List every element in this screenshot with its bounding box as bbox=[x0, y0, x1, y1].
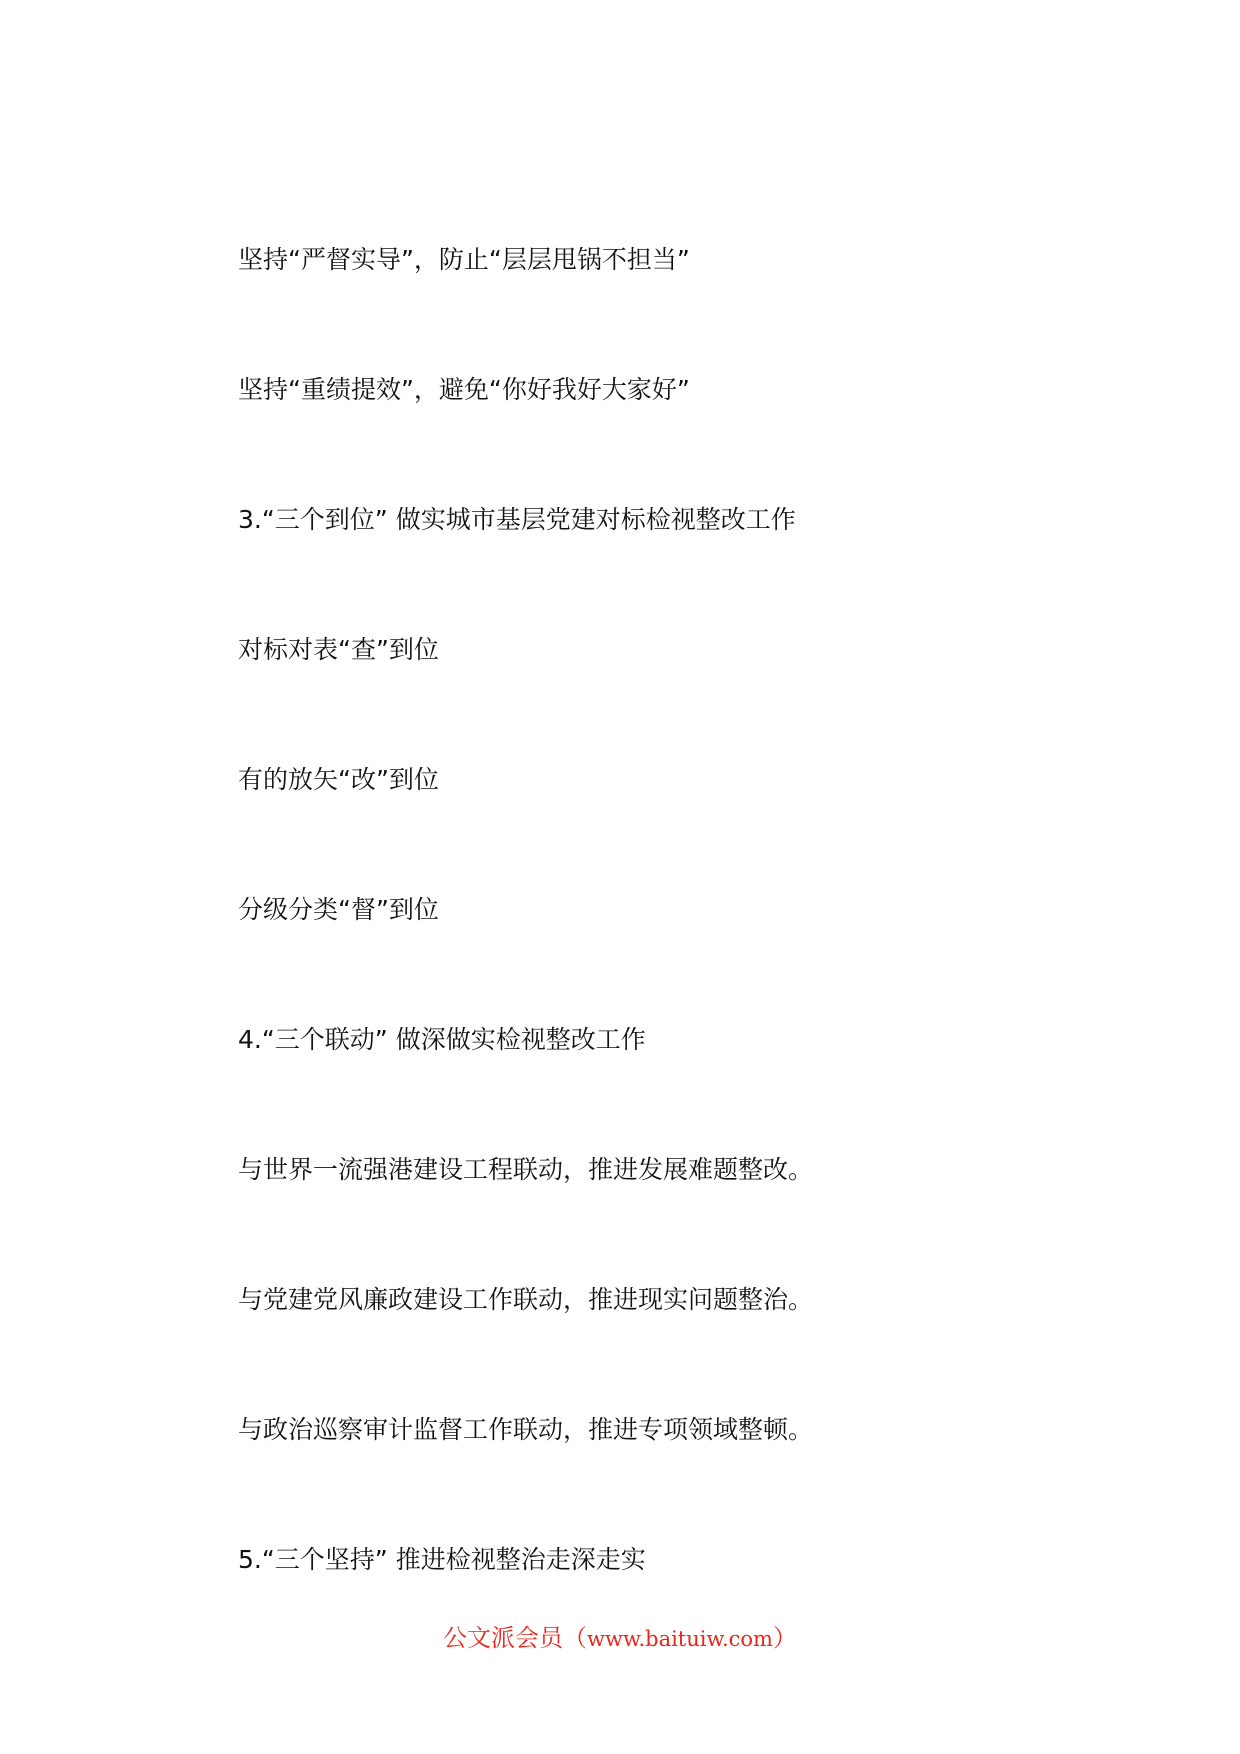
footer-url-link[interactable]: www.baituiw.com bbox=[587, 1627, 773, 1651]
text-line: 有的放矢“改”到位 bbox=[238, 765, 439, 794]
text-line: 与政治巡察审计监督工作联动，推进专项领域整顿。 bbox=[238, 1415, 814, 1444]
section-heading: 5.“三个坚持” 推进检视整治走深走实 bbox=[238, 1545, 646, 1574]
text-line: 分级分类“督”到位 bbox=[238, 895, 439, 924]
section-heading: 3.“三个到位” 做实城市基层党建对标检视整改工作 bbox=[238, 505, 796, 534]
text-line: 坚持“严督实导”，防止“层层甩锅不担当” bbox=[238, 245, 690, 274]
watermark-footer bbox=[0, 1622, 1240, 1655]
text-line: 坚持“重绩提效”，避免“你好我好大家好” bbox=[238, 375, 690, 404]
footer-label: 公文派会员（ bbox=[443, 1624, 588, 1652]
text-line: 与党建党风廉政建设工作联动，推进现实问题整治。 bbox=[238, 1285, 814, 1314]
section-heading: 4.“三个联动” 做深做实检视整改工作 bbox=[238, 1025, 646, 1054]
text-line: 对标对表“查”到位 bbox=[238, 635, 439, 664]
text-line: 与世界一流强港建设工程联动，推进发展难题整改。 bbox=[238, 1155, 814, 1184]
footer-close-paren: ） bbox=[772, 1624, 797, 1652]
